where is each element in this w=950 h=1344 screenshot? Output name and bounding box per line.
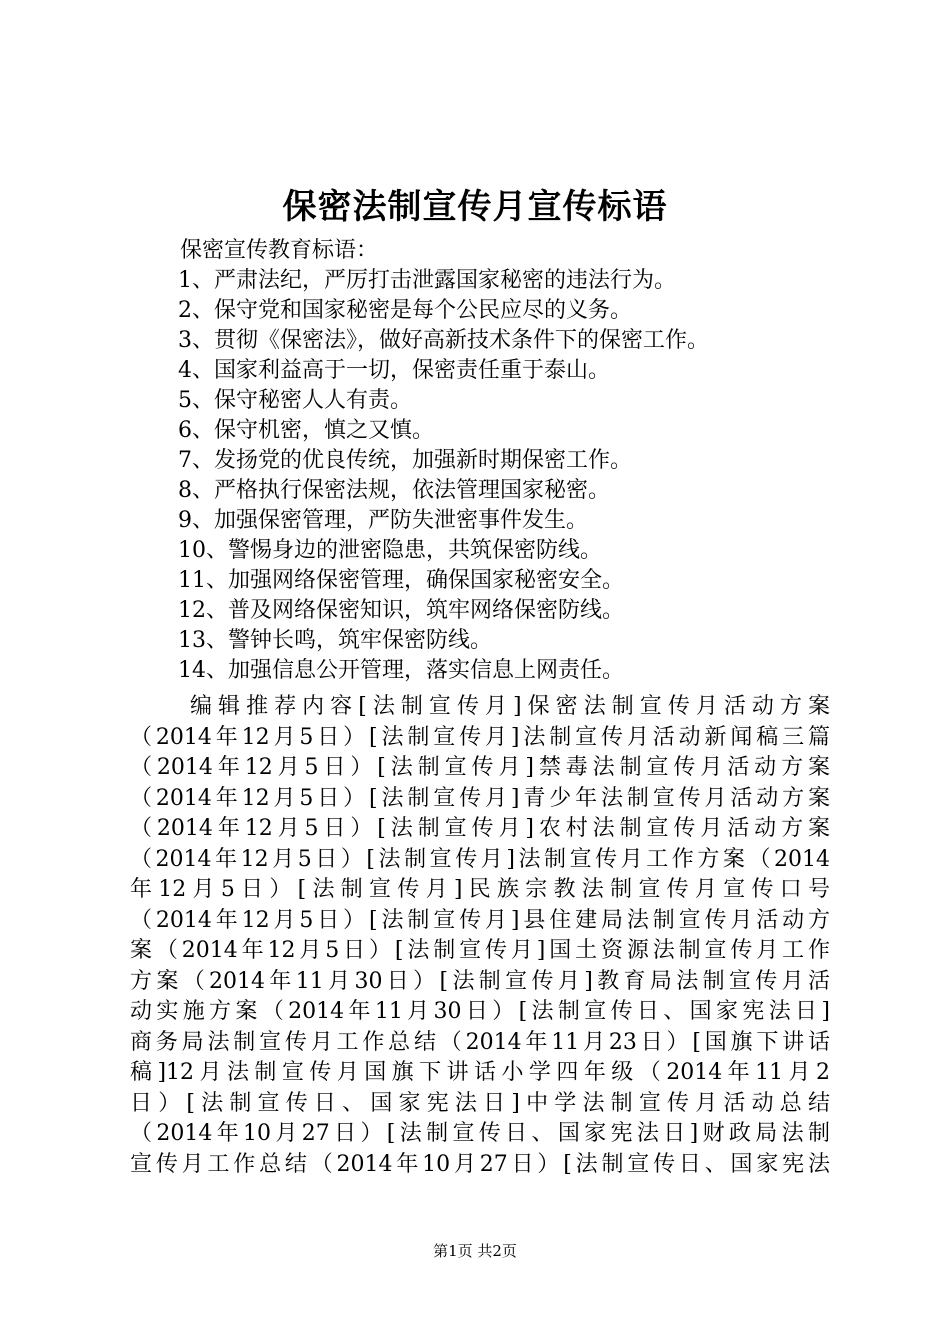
slogan-item: 2、保守党和国家秘密是每个公民应尽的义务。 — [178, 298, 632, 323]
slogan-item: 1、严肃法纪，严厉打击泄露国家秘密的违法行为。 — [178, 268, 676, 293]
slogan-list — [178, 266, 709, 686]
slogan-item: 13、警钟长鸣，筑牢保密防线。 — [178, 628, 492, 653]
recommend-line: 案（2014年12月5日）[法制宣传月]国土资源法制宣传月工作 — [130, 938, 830, 963]
recommend-line: （2014年12月5日）[法制宣传月]法制宣传月工作方案（2014 — [130, 846, 830, 872]
recommended-content — [130, 692, 830, 1180]
page-number-footer: 第1页 共2页 — [433, 1242, 517, 1260]
recommend-line: （2014年10月27日）[法制宣传日、国家宪法日]财政局法制 — [130, 1121, 830, 1146]
recommend-line: 稿]12月法制宣传月国旗下讲话小学四年级（2014年11月2 — [130, 1060, 830, 1085]
recommend-line: （2014年12月5日）[法制宣传月]县住建局法制宣传月活动方 — [130, 907, 830, 933]
recommend-line: 宣传月工作总结（2014年10月27日）[法制宣传日、国家宪法 — [130, 1151, 830, 1177]
slogan-item: 8、严格执行保密法规，依法管理国家秘密。 — [178, 478, 610, 503]
recommend-line: （2014年12月5日）[法制宣传月]禁毒法制宣传月活动方案 — [130, 755, 830, 780]
slogan-item: 7、发扬党的优良传统，加强新时期保密工作。 — [178, 448, 632, 473]
recommend-line: （2014年12月5日）[法制宣传月]法制宣传月活动新闻稿三篇 — [130, 724, 830, 750]
document-title: 保密法制宣传月宣传标语 — [282, 187, 668, 227]
recommend-line: 日）[法制宣传日、国家宪法日]中学法制宣传月活动总结 — [130, 1090, 830, 1116]
recommend-line: （2014年12月5日）[法制宣传月]农村法制宣传月活动方案 — [130, 816, 830, 841]
recommend-line: （2014年12月5日）[法制宣传月]青少年法制宣传月活动方案 — [130, 785, 830, 811]
slogan-item: 3、贯彻《保密法》，做好高新技术条件下的保密工作。 — [178, 328, 709, 353]
recommend-line: 编辑推荐内容[法制宣传月]保密法制宣传月活动方案 — [190, 694, 830, 719]
slogan-item: 10、警惕身边的泄密隐患，共筑保密防线。 — [178, 538, 602, 563]
slogan-item: 6、保守机密，慎之又慎。 — [178, 418, 434, 443]
slogan-item: 9、加强保密管理，严防失泄密事件发生。 — [178, 508, 588, 533]
recommend-line: 商务局法制宣传月工作总结（2014年11月23日）[国旗下讲话 — [130, 1029, 830, 1055]
slogan-item: 14、加强信息公开管理，落实信息上网责任。 — [178, 658, 624, 683]
recommend-line: 方案（2014年11月30日）[法制宣传月]教育局法制宣传月活 — [130, 968, 830, 994]
recommend-line: 年12月5日）[法制宣传月]民族宗教法制宣传月宣传口号 — [130, 877, 830, 902]
recommend-line: 动实施方案（2014年11月30日）[法制宣传日、国家宪法日] — [130, 999, 830, 1024]
slogan-item: 11、加强网络保密管理，确保国家秘密安全。 — [178, 568, 624, 593]
slogan-item: 5、保守秘密人人有责。 — [178, 388, 412, 413]
slogans-heading: 保密宣传教育标语： — [180, 238, 379, 263]
slogan-item: 12、普及网络保密知识，筑牢网络保密防线。 — [178, 598, 624, 623]
slogan-item: 4、国家利益高于一切，保密责任重于泰山。 — [178, 358, 610, 383]
